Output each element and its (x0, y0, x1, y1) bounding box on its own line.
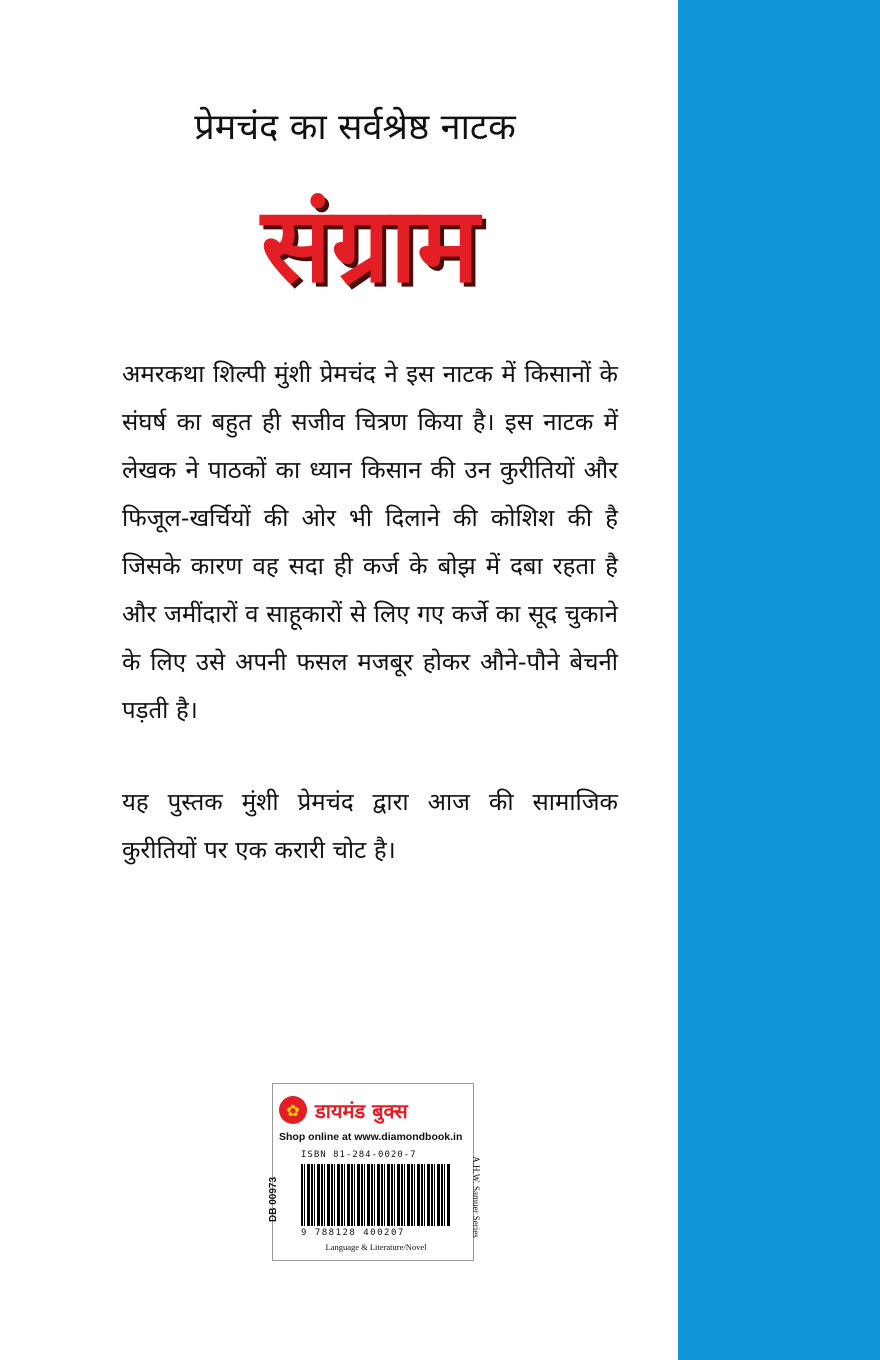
series-label: A.H.W. Samuer Series (471, 1156, 481, 1238)
publisher-name: डायमंड बुक्स (315, 1098, 408, 1123)
blue-side-strip (678, 0, 880, 1360)
blurb-paragraph-1: अमरकथा शिल्पी मुंशी प्रेमचंद ने इस नाटक में किसानों के संघर्ष का बहुत ही सजीव चित्रण किया है। इस नाटक में लेखक ने पाठकों का ध्यान किसान की उन कुरीतियों और फिजूल-खर्चियों की ओर भी दिलाने की कोशिश की है जिसके कारण वह सदा ही कर्ज के बोझ में दबा रहता है और जमींदारों व साहूकारों से लिए गए कर्जे का सूद चुकाने के लिए उसे अपनी फसल मजबूर होकर औने-पौने बेचनी पड़ती है। (122, 360, 618, 724)
lotus-icon: ✿ (279, 1096, 307, 1124)
shop-online-link[interactable]: Shop online at www.diamondbook.in (279, 1131, 463, 1143)
barcode-digits: 9 788128 400207 (301, 1228, 405, 1238)
barcode-area (268, 1150, 451, 1256)
publisher-row (279, 1092, 469, 1128)
cover-title: संग्राम (260, 183, 480, 306)
book-category: Language & Literature/Novel (325, 1242, 427, 1252)
blurb-paragraph-2: यह पुस्तक मुंशी प्रेमचंद द्वारा आज की सामाजिक कुरीतियों पर एक करारी चोट है। (122, 788, 618, 864)
barcode-box (268, 1083, 481, 1261)
cover-subtitle: प्रेमचंद का सर्वश्रेष्ठ नाटक (194, 107, 516, 148)
barcode-bars (301, 1164, 451, 1226)
db-code: DB 00973 (268, 1176, 280, 1223)
isbn-text: ISBN 81-284-0020-7 (301, 1150, 417, 1160)
